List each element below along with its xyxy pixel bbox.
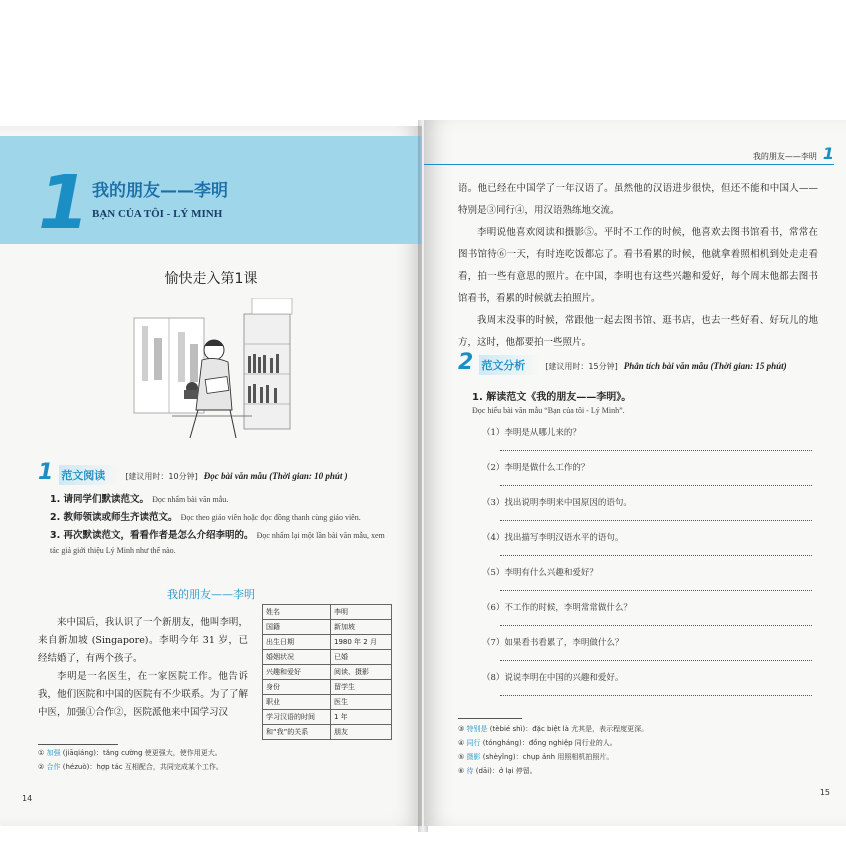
- footnote: ④ 同行 (tóngháng)：đồng nghiệp 同行业的人。: [458, 739, 617, 747]
- lesson-number: 1: [38, 160, 90, 246]
- reading-paragraph: 来中国后，我认识了一个新朋友，他叫李明，来自新加坡 (Singapore)。李明今年 31 岁，已经结婚了，有两个孩子。: [38, 617, 248, 664]
- profile-table-row: [263, 605, 392, 620]
- profile-field: 身份: [263, 680, 331, 695]
- footnotes-right: [458, 722, 818, 778]
- profile-field: 职业: [263, 695, 331, 710]
- profile-field: 兴趣和爱好: [263, 665, 331, 680]
- section-label: 范文分析: [479, 355, 539, 375]
- profile-value: 李明: [331, 605, 392, 620]
- answer-line[interactable]: [500, 590, 812, 591]
- profile-table-row: [263, 710, 392, 725]
- question-text: （3）找出说明李明来中国原因的语句。: [482, 498, 632, 508]
- lesson-title-zh: 我的朋友——李明: [92, 181, 228, 201]
- profile-table-row: [263, 620, 392, 635]
- section-time-vi: Đọc bài văn mẫu (Thời gian: 10 phút ): [203, 471, 348, 481]
- section-label: 范文阅读: [59, 465, 119, 485]
- instruction-zh: 1. 请同学们默读范文。: [50, 494, 150, 505]
- section-time-vi: Phân tích bài văn mẫu (Thời gian: 15 phút): [623, 361, 787, 371]
- footnote-divider: [38, 744, 118, 745]
- footnotes-left: [38, 746, 378, 774]
- page-number-right: 15: [819, 788, 830, 797]
- reading-paragraph: 我周末没事的时候，常跟他一起去图书馆、逛书店，也去一些好看、好玩儿的地方，这时，他都要拍一些照片。: [458, 315, 818, 348]
- instruction-vi: Đọc nhẩm lại một lần bài văn mẫu, xem tác giả giới thiệu Lý Minh như thế nào.: [50, 531, 385, 555]
- page-number-left: 14: [22, 794, 33, 803]
- profile-table-row: [263, 695, 392, 710]
- instruction-zh: 2. 教师领读或师生齐读范文。: [50, 512, 178, 523]
- instruction-vi: Đọc theo giáo viên hoặc đọc đồng thanh cùng giáo viên.: [180, 513, 361, 522]
- answer-line[interactable]: [500, 450, 812, 451]
- instruction-vi: Đọc nhẩm bài văn mẫu.: [152, 495, 229, 504]
- header-rule: [424, 164, 834, 165]
- section-2-header: [458, 352, 787, 375]
- profile-field: 姓名: [263, 605, 331, 620]
- profile-field: 出生日期: [263, 635, 331, 650]
- reading-title: 我的朋友——李明: [167, 588, 255, 601]
- question-text: （2）李明是做什么工作的？: [482, 463, 590, 473]
- question-item: [482, 490, 812, 525]
- right-page: [424, 120, 846, 826]
- profile-table: [262, 604, 392, 740]
- footnote: ② 合作 (hézuò)：hợp tác 互相配合，共同完成某个工作。: [38, 763, 223, 771]
- profile-value: 留学生: [331, 680, 392, 695]
- open-book: [0, 120, 846, 832]
- reading-paragraph: 李明说他喜欢阅读和摄影⑤。平时不工作的时候，他喜欢去图书馆看书，常常在图书馆待⑥一天，有时连吃饭都忘了。看书看累的时候，他就拿着照相机到处走走看看，拍一些有意思的照片。在中国，李明也有这些兴趣和爱好，每个周末他都去图书馆看书，看累的时候就去拍照片。: [458, 227, 818, 304]
- footnote-divider: [458, 718, 522, 719]
- footnote: ⑤ 摄影 (shèyǐng)：chụp ảnh 用照相机拍照片。: [458, 753, 614, 761]
- profile-value: 已婚: [331, 650, 392, 665]
- profile-value: 医生: [331, 695, 392, 710]
- question-text: （6）不工作的时候，李明常常做什么？: [482, 603, 632, 613]
- question-text: （8）说说李明在中国的兴趣和爱好。: [482, 673, 624, 683]
- question-item: [482, 630, 812, 665]
- lesson-title-vi: BẠN CỦA TÔI - LÝ MINH: [92, 208, 223, 220]
- profile-value: 1 年: [331, 710, 392, 725]
- question-list: [482, 420, 812, 700]
- answer-line[interactable]: [500, 555, 812, 556]
- footnote: ③ 特别是 (tèbié shì)：đặc biệt là 尤其是，表示程度更深。: [458, 725, 649, 733]
- question-item: [482, 525, 812, 560]
- footnote: ① 加强 (jiāqiáng)：tăng cường 使更强大，使作用更大。: [38, 749, 222, 757]
- question-subheading: Đọc hiểu bài văn mẫu “Bạn của tôi - Lý Minh”.: [472, 406, 625, 415]
- question-text: （1）李明是从哪儿来的？: [482, 428, 581, 438]
- instruction-1: [50, 492, 390, 507]
- section-time: [建议用时：15分钟]: [545, 362, 618, 371]
- profile-field: 和“我”的关系: [263, 725, 331, 740]
- reading-paragraph: 语。他已经在中国学了一年汉语了。虽然他的汉语进步很快，但还不能和中国人——特别是③同行④，用汉语熟练地交流。: [458, 183, 818, 216]
- question-text: （7）如果看书看累了，李明做什么？: [482, 638, 624, 648]
- answer-line[interactable]: [500, 695, 812, 696]
- lesson-header-band: [0, 136, 422, 244]
- question-heading: 1. 解读范文《我的朋友——李明》。: [472, 392, 632, 403]
- question-item: [482, 665, 812, 700]
- section-number: 2: [458, 350, 474, 375]
- profile-value: 阅读、摄影: [331, 665, 392, 680]
- profile-field: 婚姻状况: [263, 650, 331, 665]
- profile-field: 国籍: [263, 620, 331, 635]
- profile-field: 学习汉语的时间: [263, 710, 331, 725]
- reading-man-illustration: [132, 298, 296, 448]
- intro-title: 愉快走入第1课: [164, 271, 258, 287]
- instruction-zh: 3. 再次默读范文，看看作者是怎么介绍李明的。: [50, 530, 254, 541]
- left-page: [0, 126, 422, 826]
- profile-table-row: [263, 725, 392, 740]
- profile-table-row: [263, 665, 392, 680]
- footnote: ⑥ 待 (dāi)：ở lại 停留。: [458, 767, 537, 775]
- profile-value: 1980 年 2 月: [331, 635, 392, 650]
- profile-value: 新加坡: [331, 620, 392, 635]
- question-item: [482, 455, 812, 490]
- question-text: （5）李明有什么兴趣和爱好？: [482, 568, 598, 578]
- running-head-title: 我的朋友——李明: [752, 152, 817, 161]
- answer-line[interactable]: [500, 485, 812, 486]
- section-1-header: [38, 462, 348, 485]
- continued-passage: [458, 178, 818, 354]
- running-head-number: 1: [822, 144, 834, 163]
- answer-line[interactable]: [500, 660, 812, 661]
- question-item: [482, 420, 812, 455]
- answer-line[interactable]: [500, 625, 812, 626]
- question-item: [482, 595, 812, 630]
- instruction-2: [50, 510, 410, 525]
- instruction-3: [50, 528, 390, 558]
- question-item: [482, 560, 812, 595]
- running-head: [753, 144, 834, 163]
- profile-table-row: [263, 650, 392, 665]
- question-text: （4）找出描写李明汉语水平的语句。: [482, 533, 624, 543]
- profile-table-row: [263, 680, 392, 695]
- section-time: [建议用时：10分钟]: [125, 472, 198, 481]
- answer-line[interactable]: [500, 520, 812, 521]
- section-number: 1: [38, 460, 54, 485]
- profile-value: 朋友: [331, 725, 392, 740]
- profile-table-row: [263, 635, 392, 650]
- reading-passage: [38, 614, 248, 722]
- reading-paragraph: 李明是一名医生，在一家医院工作。他告诉我，他们医院和中国的医院有不少联系。为了了解中医，加强①合作②，医院派他来中国学习汉: [38, 671, 248, 718]
